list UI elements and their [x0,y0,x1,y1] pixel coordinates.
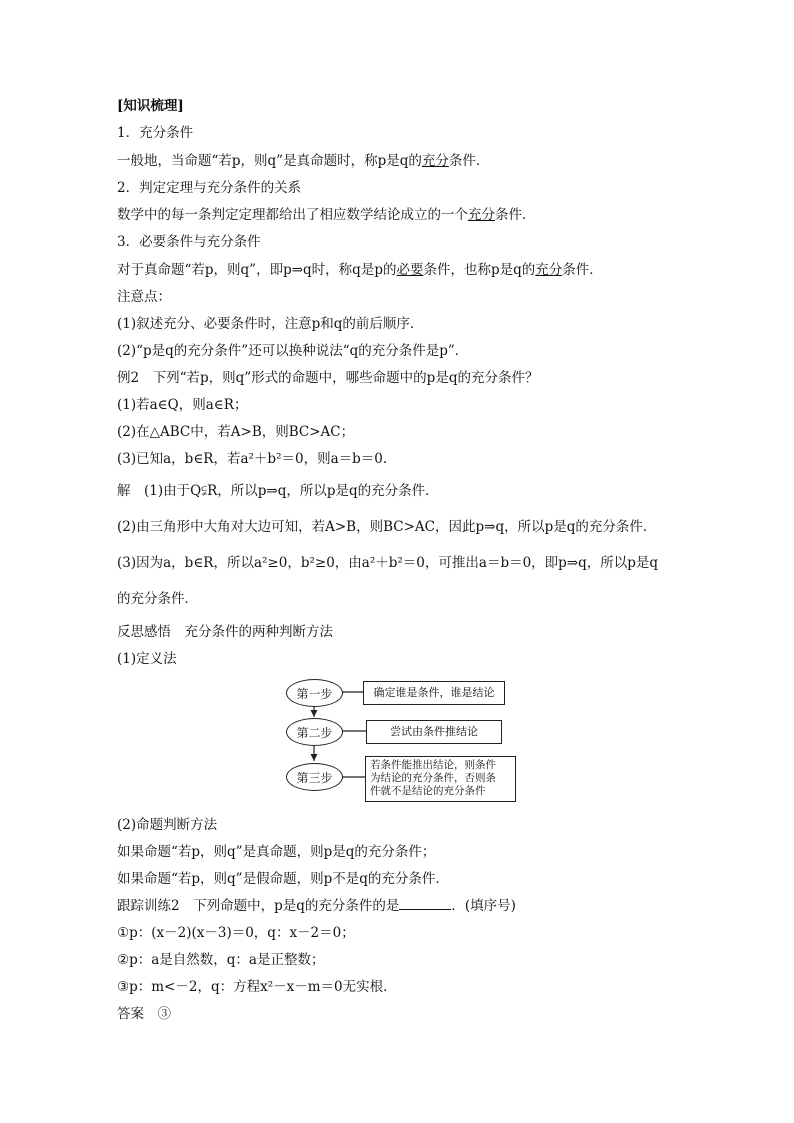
text-part: 条件，也称p是q的 [423,262,536,278]
section-heading: [知识梳理] [117,98,184,114]
solution-3-line2: 的充分条件． [117,591,198,607]
section1-text [117,152,489,170]
reflection-title: 反思感悟 充分条件的两种判断方法 [117,624,333,640]
exercise-title [117,897,516,915]
text-part: 对于真命题“若p，则q”，即p⇒q时，称q是p的 [117,262,397,278]
text-part: 条件． [562,262,603,278]
section2-title: 2．判定定理与充分条件的关系 [117,180,302,196]
notes-title: 注意点： [117,289,171,305]
solution-3-line1: (3)因为a，b∈R，所以a²≥0，b²≥0，由a²＋b²＝0，可推出a＝b＝0，即p⇒q，所以p是q [117,555,659,571]
exercise-item-1: ①p：(x－2)(x－3)＝0，q：x－2＝0； [117,925,355,941]
underlined-answer: 充分 [468,207,495,223]
text-part: 条件． [448,153,490,169]
method-2-line2: 如果命题“若p，则q”是假命题，则p不是q的充分条件． [117,871,449,887]
box-text-line: 若条件能推出结论，则条件 [370,759,496,771]
solution-1: 解 (1)由于Q⫋R，所以p⇒q，所以p是q的充分条件． [117,483,439,499]
method-2-title: (2)命题判断方法 [117,817,218,833]
example-q1: (1)若a∈Q，则a∈R； [117,397,248,413]
example-title: 例2 下列“若p，则q”形式的命题中，哪些命题中的p是q的充分条件？ [117,370,539,386]
step-2-oval: 第二步 [286,718,343,746]
answer: 答案 ③ [117,1006,171,1022]
exercise-item-3: ③p：m<－2，q：方程x²－x－m＝0无实根． [117,979,397,995]
text-part: ．(填序号) [451,898,516,914]
step-3-oval: 第三步 [286,763,343,791]
method-2-line1: 如果命题“若p，则q”是真命题，则p是q的充分条件； [117,844,436,860]
step-1-box: 确定谁是条件，谁是结论 [363,681,505,705]
text-part: 跟踪训练2 下列命题中，p是q的充分条件的是 [117,898,400,914]
step-3-box [365,756,516,802]
underlined-answer: 充分 [421,153,449,169]
method-1-title: (1)定义法 [117,651,177,667]
answer-blank [399,897,451,910]
section1-title: 1．充分条件 [117,125,194,141]
section3-text [117,261,603,279]
step-2-box: 尝试由条件推结论 [366,720,502,744]
text-part: 数学中的每一条判定定理都给出了相应数学结论成立的一个 [117,207,468,223]
box-text-line: 为结论的充分条件，否则条 [370,772,496,784]
underlined-answer: 必要 [396,262,424,278]
step-1-oval: 第一步 [286,679,343,707]
note-2: (2)“p是q的充分条件”还可以换种说法“q的充分条件是p”． [117,343,469,359]
section2-text [117,206,536,224]
solution-2: (2)由三角形中大角对大边可知，若A>B，则BC>AC，因此p⇒q，所以p是q的充分条件． [117,519,657,535]
note-1: (1)叙述充分、必要条件时，注意p和q的前后顺序． [117,316,424,332]
exercise-item-2: ②p：a是自然数，q：a是正整数； [117,952,325,968]
text-part: 一般地，当命题“若p，则q”是真命题时，称p是q的 [117,153,422,169]
underlined-answer: 充分 [535,262,563,278]
text-part: 条件． [495,207,536,223]
section3-title: 3．必要条件与充分条件 [117,234,261,250]
box-text-line: 件就不是结论的充分条件 [370,785,486,797]
example-q2: (2)在△ABC中，若A>B，则BC>AC； [117,424,355,440]
example-q3: (3)已知a，b∈R，若a²＋b²＝0，则a＝b＝0. [117,451,388,467]
